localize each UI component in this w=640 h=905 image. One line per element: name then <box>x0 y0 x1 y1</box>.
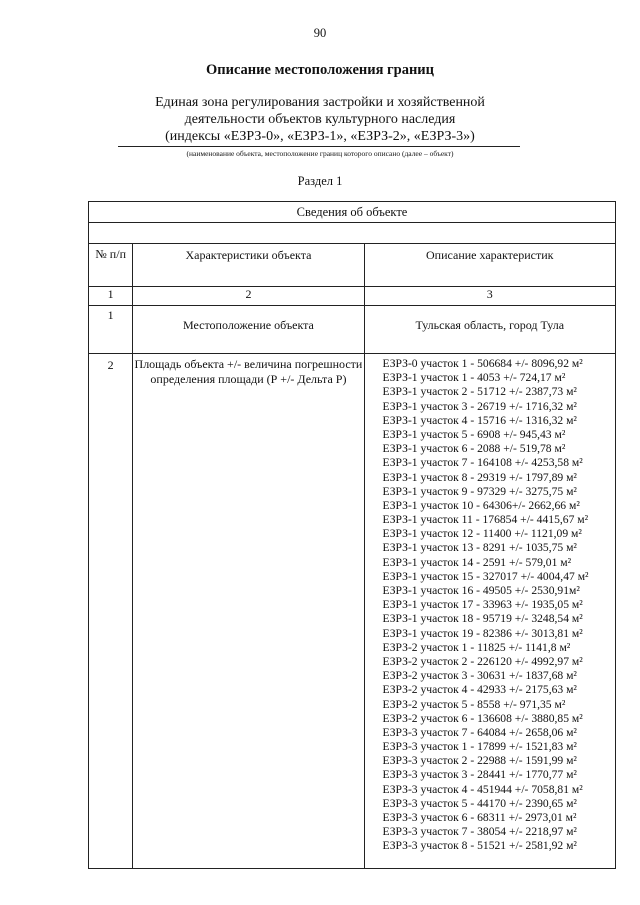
area-value-item: ЕЗРЗ-3 участок 5 - 44170 +/- 2390,65 м² <box>382 796 577 810</box>
area-value-item: ЕЗРЗ-2 участок 6 - 136608 +/- 3880,85 м² <box>382 711 583 725</box>
area-value-item: ЕЗРЗ-3 участок 1 - 17899 +/- 1521,83 м² <box>382 740 577 754</box>
row-description: Тульская область, город Тула <box>364 306 615 354</box>
area-value-item: ЕЗРЗ-1 участок 19 - 82386 +/- 3013,81 м² <box>382 626 583 640</box>
area-value-item: ЕЗРЗ-0 участок 1 - 506684 +/- 8096,92 м² <box>382 357 583 370</box>
table-header: Сведения об объекте <box>89 202 616 223</box>
area-value-item: ЕЗРЗ-1 участок 12 - 11400 +/- 1121,09 м² <box>382 527 582 541</box>
row-characteristic: Местоположение объекта <box>133 306 364 354</box>
area-value-item: ЕЗРЗ-1 участок 3 - 26719 +/- 1716,32 м² <box>382 399 577 413</box>
area-value-item: ЕЗРЗ-3 участок 4 - 451944 +/- 7058,81 м² <box>382 782 583 796</box>
object-name <box>120 94 520 145</box>
area-value-item: ЕЗРЗ-1 участок 9 - 97329 +/- 3275,75 м² <box>382 484 577 498</box>
area-value-item: ЕЗРЗ-2 участок 2 - 226120 +/- 4992,97 м² <box>382 654 583 668</box>
area-value-item: ЕЗРЗ-2 участок 1 - 11825 +/- 1141,8 м² <box>382 640 571 654</box>
area-value-item: ЕЗРЗ-1 участок 16 - 49505 +/- 2530,91м² <box>382 584 580 597</box>
area-value-item: ЕЗРЗ-1 участок 11 - 176854 +/- 4415,67 м² <box>382 513 589 527</box>
area-value-item: ЕЗРЗ-1 участок 4 - 15716 +/- 1316,32 м² <box>382 413 577 427</box>
area-value-item: ЕЗРЗ-1 участок 13 - 8291 +/- 1035,75 м² <box>382 541 577 555</box>
object-name-line: (индексы «ЕЗРЗ-0», «ЕЗРЗ-1», «ЕЗРЗ-2», «ЕЗРЗ-3») <box>165 129 475 144</box>
object-name-line: деятельности объектов культурного наследия <box>184 112 456 127</box>
column-header-description: Описание характеристик <box>364 244 615 287</box>
area-value-item: ЕЗРЗ-3 участок 3 - 28441 +/- 1770,77 м² <box>382 768 577 782</box>
column-index: 1 <box>89 287 133 306</box>
area-value-item: ЕЗРЗ-1 участок 10 - 64306+/- 2662,66 м² <box>382 498 580 512</box>
area-values-list <box>364 354 615 869</box>
area-value-item: ЕЗРЗ-3 участок 8 - 51521 +/- 2581,92 м² <box>382 839 577 853</box>
table-spacer-row <box>89 223 616 244</box>
area-value-item: ЕЗРЗ-1 участок 18 - 95719 +/- 3248,54 м² <box>382 612 583 626</box>
area-value-item: ЕЗРЗ-3 участок 6 - 68311 +/- 2973,01 м² <box>382 811 577 824</box>
area-value-item: ЕЗРЗ-1 участок 15 - 327017 +/- 4004,47 м² <box>382 569 589 583</box>
object-name-line: Единая зона регулирования застройки и хозяйственной <box>155 95 485 110</box>
area-value-item: ЕЗРЗ-1 участок 5 - 6908 +/- 945,43 м² <box>382 427 566 441</box>
page-number: 90 <box>313 26 327 40</box>
area-value-item: ЕЗРЗ-2 участок 5 - 8558 +/- 971,35 м² <box>382 697 566 711</box>
table-row-area <box>89 354 616 869</box>
area-value-item: ЕЗРЗ-1 участок 2 - 51712 +/- 2387,73 м² <box>382 385 577 399</box>
area-value-item: ЕЗРЗ-1 участок 8 - 29319 +/- 1797,89 м² <box>382 470 577 484</box>
column-index: 3 <box>364 287 615 306</box>
column-index: 2 <box>133 287 364 306</box>
area-value-item: ЕЗРЗ-3 участок 7 - 38054 +/- 2218,97 м² <box>382 825 577 839</box>
area-value-item: ЕЗРЗ-2 участок 3 - 30631 +/- 1837,68 м² <box>382 669 577 683</box>
area-value-item: ЕЗРЗ-1 участок 1 - 4053 +/- 724,17 м² <box>382 371 566 385</box>
row-number: 2 <box>89 354 133 869</box>
area-value-item: ЕЗРЗ-3 участок 2 - 22988 +/- 1591,99 м² <box>382 754 577 768</box>
area-value-item: ЕЗРЗ-3 участок 7 - 64084 +/- 2658,06 м² <box>382 725 577 739</box>
column-header-characteristic: Характеристики объекта <box>133 244 364 287</box>
area-value-item: ЕЗРЗ-2 участок 4 - 42933 +/- 2175,63 м² <box>382 683 577 697</box>
area-value-item: ЕЗРЗ-1 участок 6 - 2088 +/- 519,78 м² <box>382 442 566 456</box>
row-number: 1 <box>89 306 133 354</box>
document-title: Описание местоположения границ <box>205 62 435 78</box>
object-info-table <box>88 201 616 869</box>
area-value-item: ЕЗРЗ-1 участок 14 - 2591 +/- 579,01 м² <box>382 555 572 569</box>
section-label: Раздел 1 <box>297 174 343 188</box>
row-characteristic: Площадь объекта +/- величина погрешности определения площади (Р +/- Дельта Р) <box>133 354 364 869</box>
object-name-underline <box>118 146 520 147</box>
column-header-number: № п/п <box>89 244 133 287</box>
area-value-item: ЕЗРЗ-1 участок 17 - 33963 +/- 1935,05 м² <box>382 598 583 612</box>
object-name-caption: (наименование объекта, местоположение границ которого описано (далее – объект) <box>186 149 454 158</box>
table-row-location <box>89 306 616 354</box>
area-value-item: ЕЗРЗ-1 участок 7 - 164108 +/- 4253,58 м² <box>382 456 583 470</box>
